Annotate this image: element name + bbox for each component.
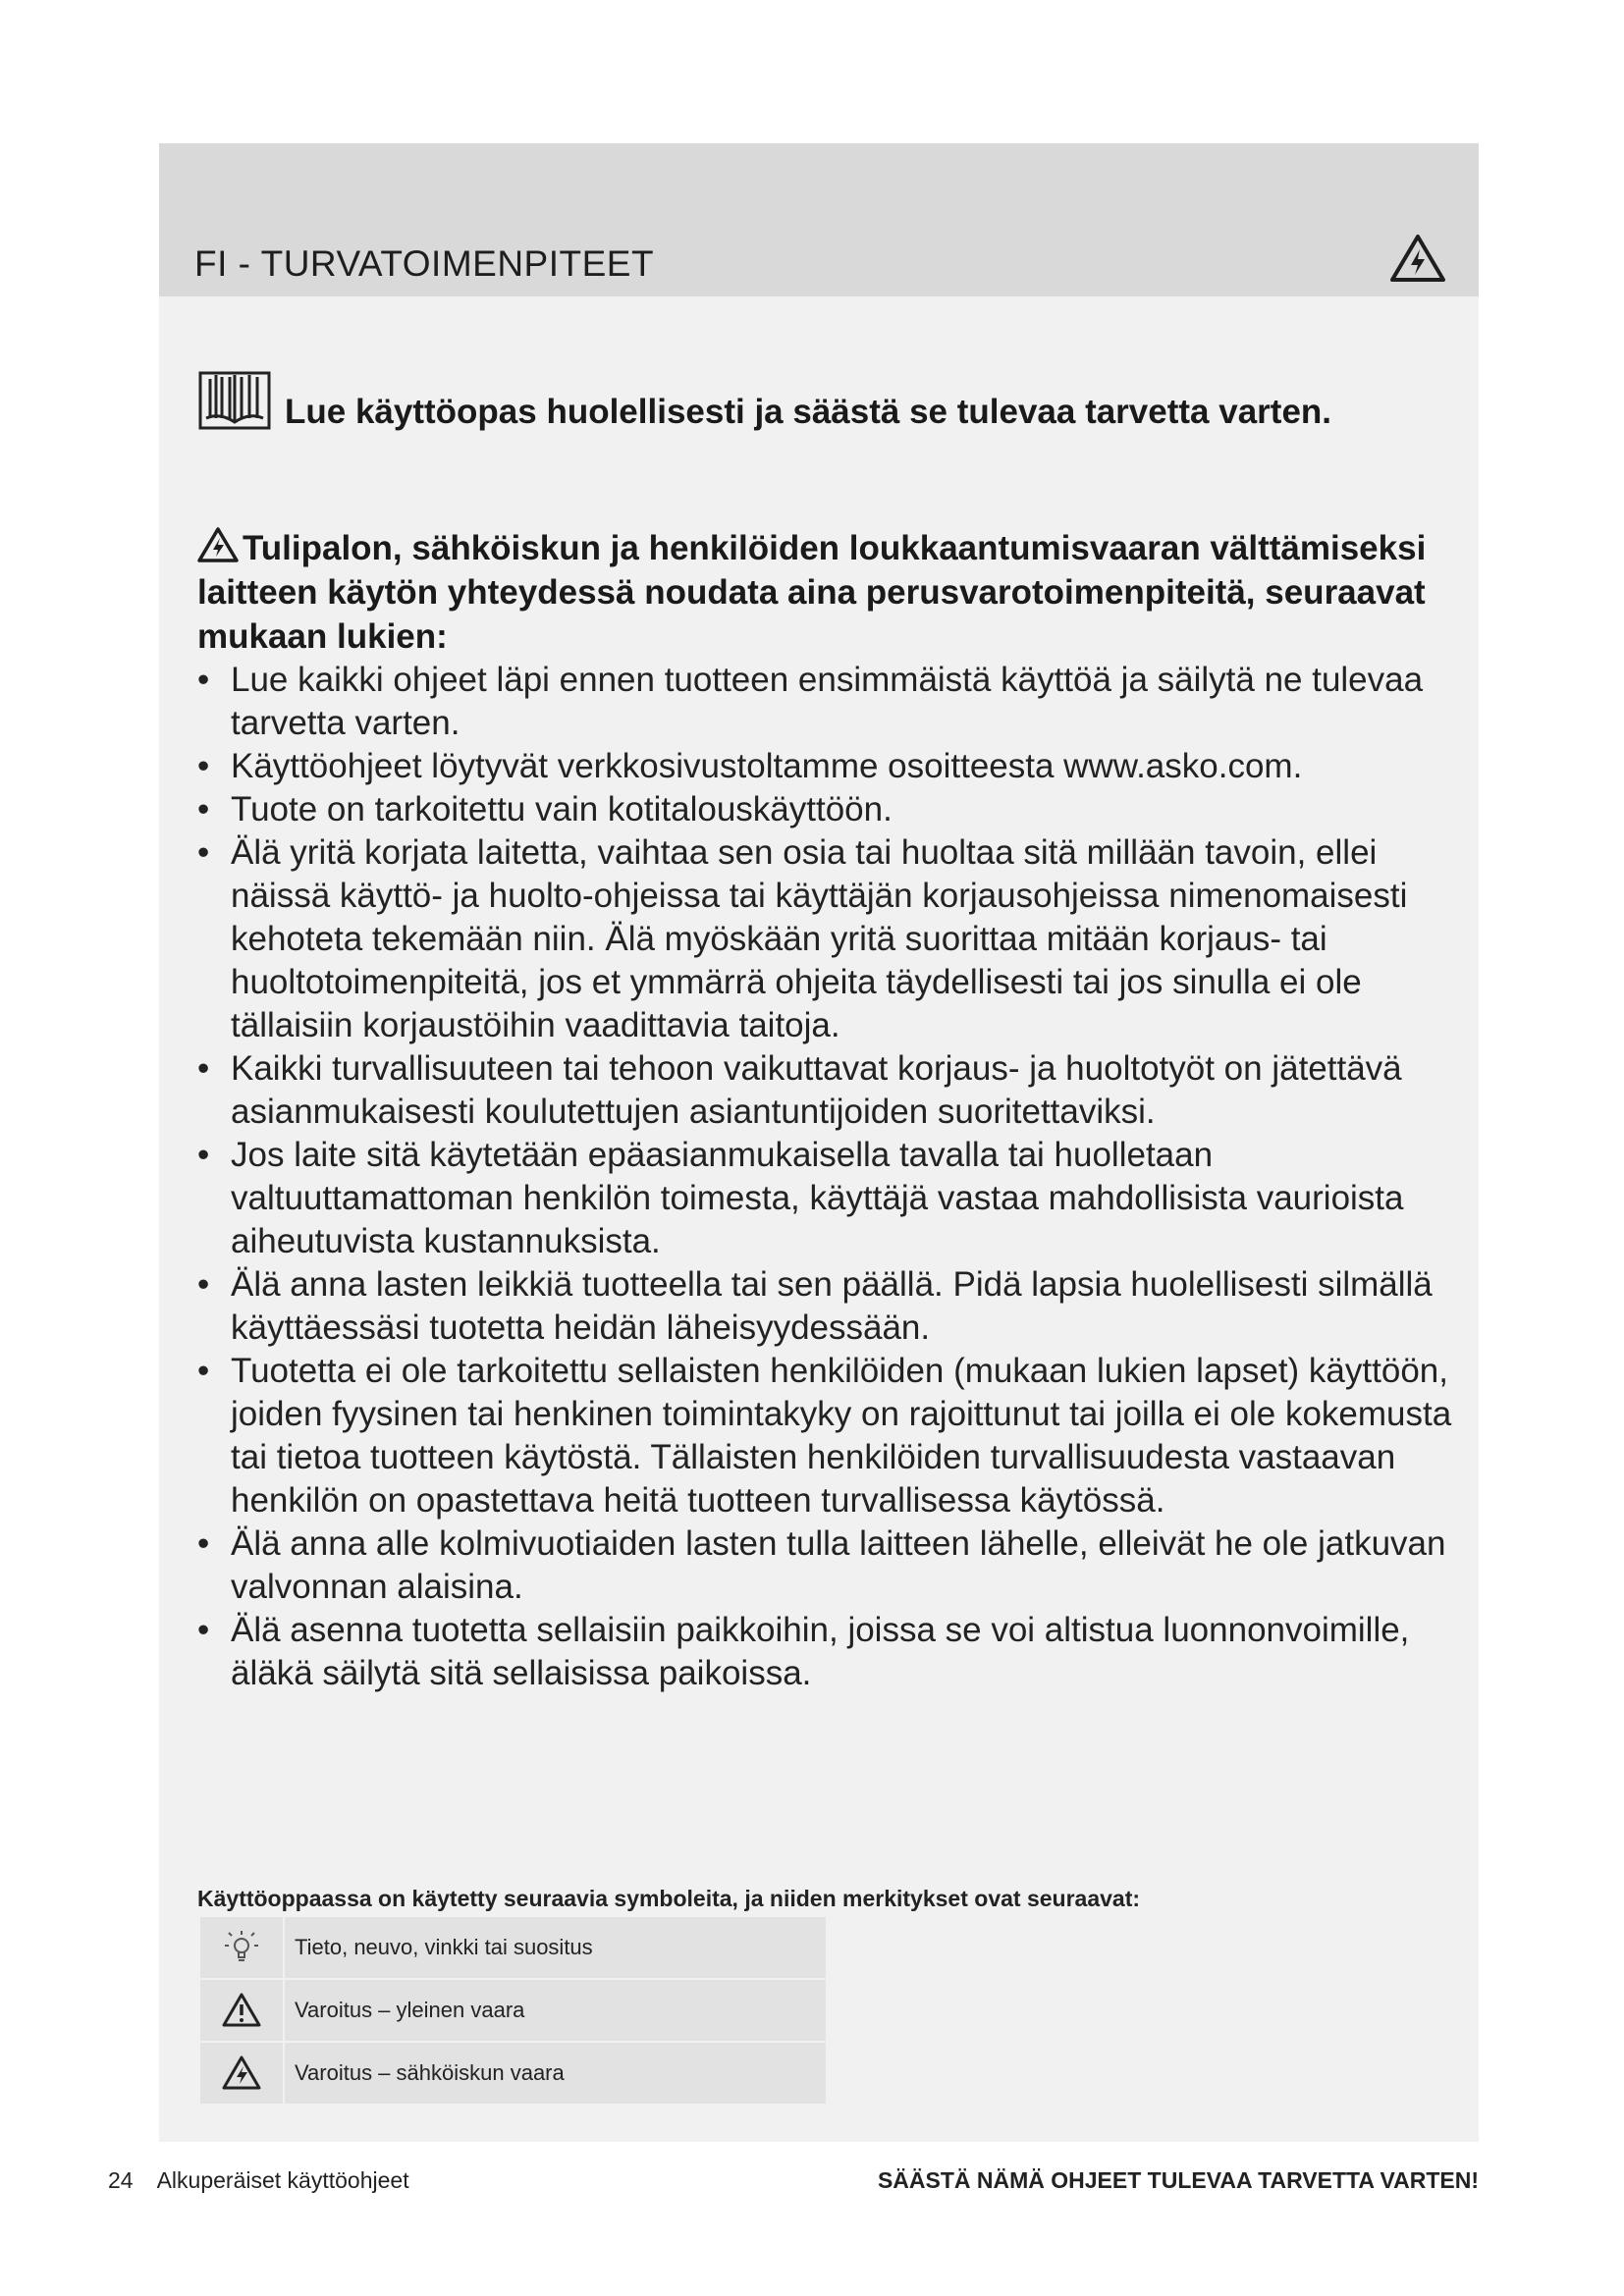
footer-left [108, 2167, 409, 2194]
table-row [200, 1917, 826, 1978]
electric-warning-icon [1389, 234, 1446, 283]
warning-intro [197, 526, 1464, 659]
manual-notice-text: Lue käyttöopas huolellisesti ja säästä se tulevaa tarvetta varten. [285, 393, 1332, 431]
safety-warning-block [197, 526, 1464, 1695]
symbol-icon-cell [200, 1917, 283, 1978]
manual-notice [198, 367, 1331, 432]
list-item: • Lue kaikki ohjeet läpi ennen tuotteen ensimmäistä käyttöä ja säilytä ne tulevaa tarvetta varten. [197, 659, 1464, 745]
electric-warning-icon [222, 2056, 261, 2091]
symbols-heading: Käyttöoppaassa on käytetty seuraavia symboleita, ja niiden merkitykset ovat seuraavat: [197, 1886, 1141, 1911]
electric-warning-icon [197, 527, 239, 562]
footer-left-text: Alkuperäiset käyttöohjeet [156, 2167, 409, 2193]
list-item: • Älä anna lasten leikkiä tuotteella tai sen päällä. Pidä lapsia huolellisesti silmällä käyttäessäsi tuotetta heidän läheisyydessään. [197, 1263, 1464, 1350]
list-item: • Tuotetta ei ole tarkoitettu sellaisten henkilöiden (mukaan lukien lapset) käyttöön, joiden fyysinen tai henkinen toimintakyky on rajoittunut tai joilla ei ole kokemusta tai tietoa tuotteen käytöstä. Tällaisten henkilöiden turvallisuudesta vastaavan henkilön on opastettava heitä tuotteen turvallisessa käytössä. [197, 1350, 1464, 1522]
footer-right-text: SÄÄSTÄ NÄMÄ OHJEET TULEVAA TARVETTA VARTEN! [877, 2167, 1479, 2193]
warning-icon [222, 1993, 261, 2028]
warning-intro-text: Tulipalon, sähköiskun ja henkilöiden loukkaantumisvaaran välttämiseksi laitteen käytön yhteydessä noudata aina perusvarotoimenpiteitä, seuraavat mukaan lukien: [197, 529, 1427, 656]
symbol-icon-cell [200, 1980, 283, 2041]
list-item: • Tuote on tarkoitettu vain kotitalouskäyttöön. [197, 788, 1464, 831]
safety-list [197, 659, 1464, 1695]
table-row [200, 2043, 826, 2104]
list-item: • Käyttöohjeet löytyvät verkkosivustoltamme osoitteesta www.asko.com. [197, 745, 1464, 788]
symbols-table [198, 1915, 828, 2106]
safety-panel [159, 143, 1479, 2142]
symbol-description: Varoitus – yleinen vaara [285, 1980, 826, 2041]
page-title: FI - TURVATOIMENPITEET [194, 243, 655, 284]
header-band [159, 143, 1479, 296]
lightbulb-icon [223, 1929, 260, 1966]
table-row [200, 1980, 826, 2041]
list-item: • Älä yritä korjata laitetta, vaihtaa sen osia tai huoltaa sitä millään tavoin, ellei näissä käyttö- ja huolto-ohjeissa tai käyttäjän korjausohjeissa nimenomaisesti kehoteta tekemään niin. Älä myöskään yritä suorittaa mitään korjaus- tai huoltotoimenpiteitä, jos et ymmärrä ohjeita täydellisesti tai jos sinulla ei ole tällaisiin korjaustöihin vaadittavia taitoja. [197, 831, 1464, 1047]
book-icon [198, 367, 271, 432]
symbol-description: Tieto, neuvo, vinkki tai suositus [285, 1917, 826, 1978]
list-item: • Älä asenna tuotetta sellaisiin paikkoihin, joissa se voi altistua luonnonvoimille, äläkä säilytä sitä sellaisissa paikoissa. [197, 1609, 1464, 1695]
list-item: • Kaikki turvallisuuteen tai tehoon vaikuttavat korjaus- ja huoltotyöt on jätettävä asianmukaisesti koulutettujen asiantuntijoiden suoritettaviksi. [197, 1047, 1464, 1134]
page-number: 24 [108, 2167, 134, 2193]
symbol-description: Varoitus – sähköiskun vaara [285, 2043, 826, 2104]
list-item: • Älä anna alle kolmivuotiaiden lasten tulla laitteen lähelle, elleivät he ole jatkuvan valvonnan alaisina. [197, 1522, 1464, 1609]
symbol-icon-cell [200, 2043, 283, 2104]
list-item: • Jos laite sitä käytetään epäasianmukaisella tavalla tai huolletaan valtuuttamattoman henkilön toimesta, käyttäjä vastaa mahdollisista vaurioista aiheutuvista kustannuksista. [197, 1134, 1464, 1263]
